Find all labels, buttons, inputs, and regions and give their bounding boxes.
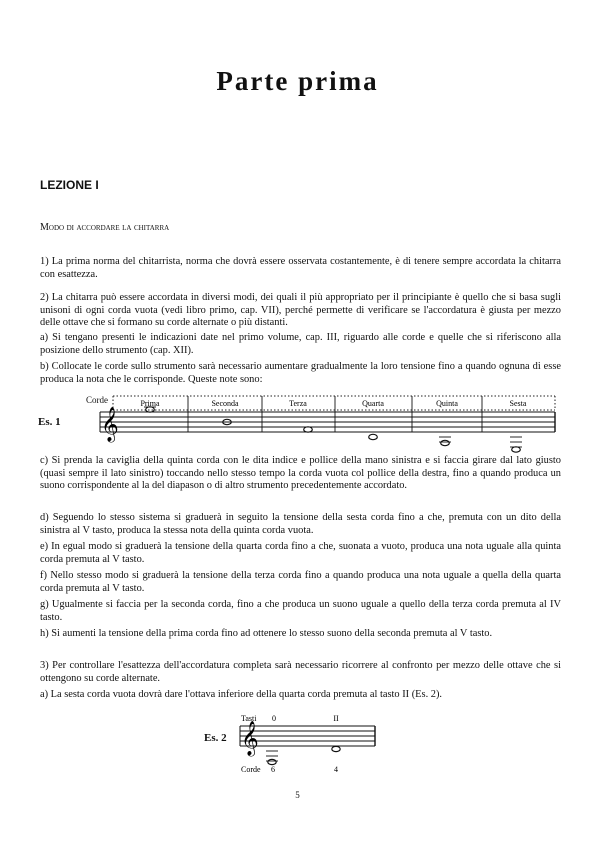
paragraph-2e: e) In egual modo si graduerà la tensione della quarta corda fino a che, suonata a vuoto, produca una nota uguale alla quinta corda premuta al V tasto. xyxy=(40,541,561,565)
lesson-title: LEZIONE I xyxy=(40,178,99,192)
example-2-corda-4: 4 xyxy=(334,765,338,774)
example-2-tasto-0: 0 xyxy=(272,714,276,723)
example-2-tasti-label: Tasti xyxy=(241,714,257,723)
paragraph-1: 1) La prima norma del chitarrista, norma che dovrà essere osservata costantemente, è di tenere sempre accordata la chitarra con esattezza. xyxy=(40,256,561,280)
string-name-quinta: Quinta xyxy=(436,399,458,408)
note-quarta xyxy=(369,434,378,439)
section-title xyxy=(40,222,169,233)
string-name-terza: Terza xyxy=(289,399,307,408)
paragraph-2: 2) La chitarra può essere accordata in diversi modi, dei quali il più appropriato per il principiante è quello che si basa sugli unisoni di ogni corda vuota (vedi libro primo, cap. VII), perché permette di verificare se l'accordatura è giusta per mezzo delle ottave che si formano su corde alternate o più distanti. xyxy=(40,292,561,329)
paragraph-2c: c) Si prenda la caviglia della quinta corda con le dita indice e pollice della mano sinistra e si faccia girare dal lato giusto (quasi sempre il lato sinistro) toccando nello stesso tempo la corda vuota col pollice della destra, fino a quando produca un suono corrispondente al la del diapason o di altro strumento precedentemente accordato. xyxy=(40,455,561,492)
example-1-corde-label: Corde xyxy=(86,395,108,405)
example-1 xyxy=(0,392,595,454)
page-title: Parte prima xyxy=(216,66,379,96)
section-title-rest: odo di accordare la chitarra xyxy=(48,222,170,233)
paragraph-2a: a) Si tengano presenti le indicazioni date nel primo volume, cap. III, riguardo alle corde e quelle che si riferiscono alla posizione dello strumento (cap. XII). xyxy=(40,332,561,356)
example-1-treble-clef-icon: 𝄞 xyxy=(101,408,119,441)
paragraph-2f: f) Nello stesso modo si graduerà la tensione della terza corda fino a quando produca una nota uguale a quella della quarta corda premuta al V tasto. xyxy=(40,570,561,594)
string-name-sesta: Sesta xyxy=(509,399,527,408)
string-name-seconda: Seconda xyxy=(211,399,239,408)
paragraph-2d: d) Seguendo lo stesso sistema si graduerà in seguito la tensione della sesta corda fino a che, premuta con un dito della sinistra al V tasto, produca la stessa nota della quinta corda vuota. xyxy=(40,512,561,536)
example-1-staff xyxy=(0,392,595,454)
example-1-label: Es. 1 xyxy=(38,416,61,428)
string-name-prima: Prima xyxy=(140,399,160,408)
page-number: 5 xyxy=(295,790,300,800)
note-terza xyxy=(304,427,313,432)
example-2-corda-6: 6 xyxy=(271,765,275,774)
paragraph-3: 3) Per controllare l'esattezza dell'accordatura completa sarà necessario ricorrere al confronto per mezzo delle ottave che si ottengono su corde alternate. xyxy=(40,660,561,684)
example-2-tasto-II: II xyxy=(333,714,339,723)
example-2-corde-label: Corde xyxy=(241,765,261,774)
example-2-notes xyxy=(266,746,340,764)
paragraph-2b: b) Collocate le corde sullo strumento sarà necessario aumentare gradualmente la loro tensione fino a quando ognuna di esse produca la nota che le corrisponde. Queste note sono: xyxy=(40,361,561,385)
section-title-initial: M xyxy=(40,222,49,233)
note-sesta-vuota xyxy=(268,759,276,764)
note-quinta xyxy=(441,440,450,445)
example-1-notes xyxy=(144,407,522,452)
paragraph-2h: h) Si aumenti la tensione della prima corda fino ad ottenere lo stesso suono della seconda premuta al V tasto. xyxy=(40,628,493,639)
example-2 xyxy=(0,712,595,774)
example-2-staff xyxy=(0,712,595,774)
example-2-label: Es. 2 xyxy=(204,732,227,744)
example-2-treble-clef-icon: 𝄞 xyxy=(241,722,259,755)
note-quarta-tasto-II xyxy=(332,746,340,751)
string-name-quarta: Quarta xyxy=(362,399,384,408)
example-1-staff-lines xyxy=(100,412,555,432)
note-sesta xyxy=(512,447,521,452)
paragraph-2g: g) Ugualmente si faccia per la seconda corda, fino a che produca un suono uguale a quello della terza corda premuta al IV tasto. xyxy=(40,599,561,623)
example-2-staff-lines xyxy=(240,726,375,746)
paragraph-3a: a) La sesta corda vuota dovrà dare l'ottava inferiore della quarta corda premuta al tasto II (Es. 2). xyxy=(40,689,443,700)
